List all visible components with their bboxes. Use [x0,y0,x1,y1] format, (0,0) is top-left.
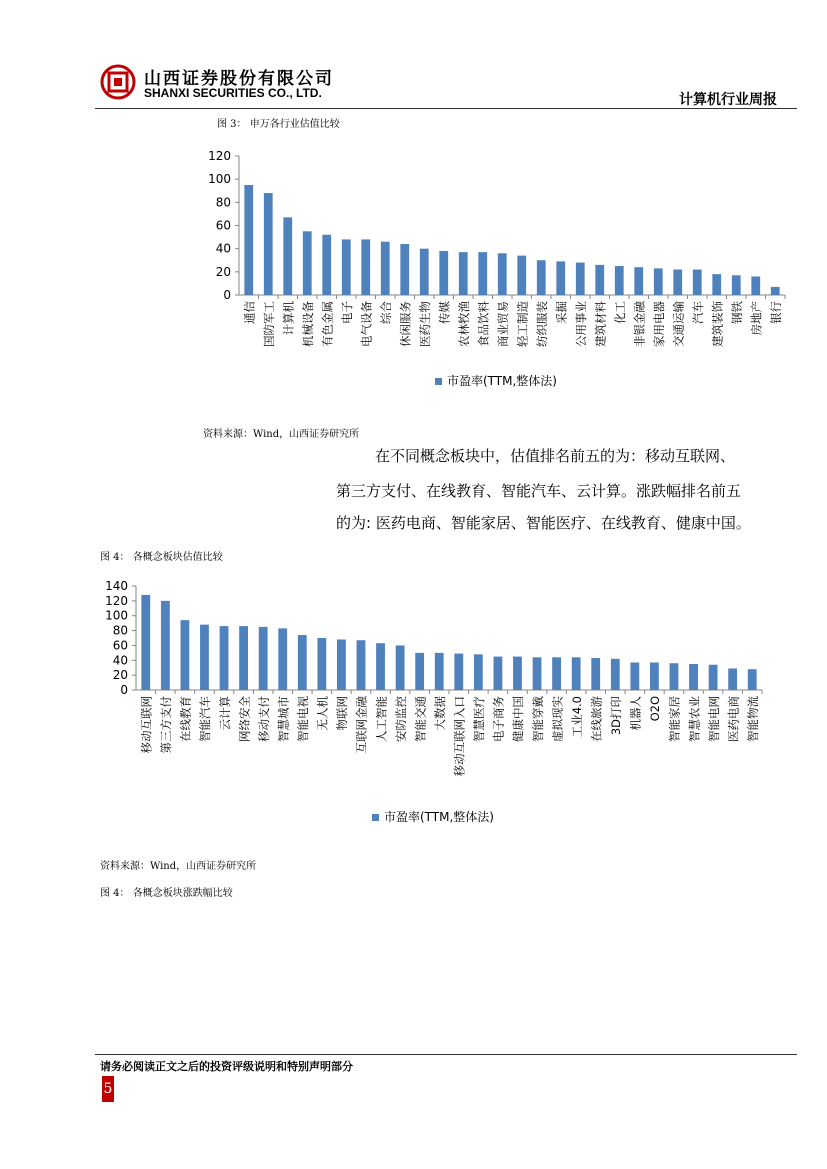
category-label: 房地产 [749,301,764,336]
concept-valuation-chart [100,578,780,833]
bar [259,627,268,690]
bar [630,663,639,690]
category-label: 综合 [379,301,393,324]
category-label: 云计算 [217,696,232,731]
bar [771,287,780,295]
bar [220,626,229,690]
y-tick-label: 40 [215,241,231,256]
bar [396,645,405,690]
bar [634,267,643,295]
footer-disclaimer: 请务必阅读正文之后的投资评级说明和特别声明部分 [100,1060,353,1073]
category-label: 公用事业 [574,301,588,347]
company-name-en: SHANXI SECURITIES CO., LTD. [144,86,322,100]
category-label: 无人机 [315,696,330,731]
y-tick-label: 0 [120,683,128,697]
bar [537,260,546,295]
category-label: 工业4.0 [569,696,584,738]
bar [689,664,698,690]
bar [670,663,679,690]
category-label: 计算机 [281,301,296,336]
bar [400,244,409,295]
bar [572,657,581,690]
category-label: 钢铁 [730,301,744,324]
category-label: 医药电商 [726,696,741,742]
bar [611,659,620,690]
figure-4-caption: 图 4： 各概念板块估值比较 [100,552,223,563]
bar [439,251,448,295]
category-label: 物联网 [335,696,350,731]
y-tick-label: 60 [112,638,128,653]
bar [513,657,522,690]
category-label: 大数据 [432,696,447,731]
category-label: 非银金融 [632,301,647,347]
category-label: 建筑装饰 [710,301,725,347]
category-label: 第三方支付 [159,696,174,754]
figure-5-caption: 图 4： 各概念板块涨跌幅比较 [100,888,233,899]
category-label: 汽车 [691,301,705,324]
category-label: 智慧医疗 [472,696,487,742]
y-tick-label: 100 [105,608,128,623]
bar [342,239,351,295]
category-label: 智能家居 [667,696,682,742]
y-tick-label: 100 [208,172,231,187]
bar [435,653,444,690]
category-label: 通信 [242,301,257,324]
legend-swatch [435,378,442,385]
bar [595,265,604,295]
bar [161,601,170,690]
category-label: 在线教育 [178,696,193,742]
bar [615,266,624,295]
category-label: 移动支付 [256,696,271,742]
y-tick-label: 0 [223,288,231,302]
y-tick-label: 80 [112,623,128,638]
bar [751,276,760,295]
y-tick-label: 120 [208,149,231,163]
bar [591,658,600,690]
y-tick-label: 80 [215,195,231,210]
bar [337,639,346,690]
bar [654,268,663,295]
category-label: 移动互联网入口 [452,696,467,777]
bar [552,657,561,690]
bar [278,628,287,690]
category-label: 智能电网 [706,696,721,742]
category-label: 智能交通 [413,696,428,742]
bar [283,217,292,295]
bar [732,275,741,295]
category-label: 商业贸易 [496,301,510,347]
category-label: 移动互联网 [139,696,154,754]
bar [298,635,307,690]
paragraph-line-3: 的为: 医药电商、智能家居、智能医疗、在线教育、健康中国。 [336,514,751,532]
category-label: 机械设备 [301,301,315,347]
paragraph-line-2: 第三方支付、在线教育、智能汽车、云计算。涨跌幅排名前五 [336,482,742,500]
bar [454,654,463,690]
figure-4-source: 资料来源：Wind，山西证券研究所 [100,861,257,872]
category-label: 人工智能 [374,696,389,742]
category-label: 纺织服装 [535,301,549,347]
category-label: 国防军工 [262,301,276,347]
footer-divider [95,1054,797,1055]
header-divider [95,108,797,109]
bar [494,657,503,690]
category-label: 互联网金融 [354,696,369,754]
bar [141,595,150,690]
category-label: 智慧城市 [276,696,291,742]
bar [244,185,253,295]
legend-label: 市盈率(TTM,整体法) [447,374,557,388]
category-label: 电气设备 [359,301,374,347]
category-label: 智能物流 [745,696,760,742]
bar [478,252,487,295]
bar [748,669,757,690]
category-label: 智能汽车 [198,696,213,742]
bar [712,274,721,295]
bar [415,653,424,690]
bar [693,270,702,295]
bar [361,239,370,295]
category-label: 医药生物 [418,301,432,347]
bar [264,193,273,295]
figure-3-caption: 图 3： 申万各行业估值比较 [217,119,340,130]
bar [517,256,526,295]
category-label: 传媒 [437,301,452,324]
y-tick-label: 40 [112,653,128,668]
category-label: 建筑材料 [593,301,608,347]
category-label: 轻工制造 [515,301,530,347]
legend-swatch [372,814,379,821]
category-label: 银行 [769,301,783,324]
category-label: 智能穿戴 [530,696,545,742]
category-label: 安防监控 [393,696,408,742]
bar [376,643,385,690]
category-label: 食品饮料 [476,301,491,347]
bar [459,252,468,295]
bar [420,249,429,295]
y-tick-label: 60 [215,218,231,233]
category-label: 电子 [340,301,354,324]
bar [474,654,483,690]
category-label: 健康中国 [511,696,526,742]
category-label: 电子商务 [491,696,506,742]
category-label: 采掘 [554,301,569,324]
category-label: 有色金属 [320,301,335,347]
company-logo-icon [100,64,136,100]
y-tick-label: 120 [105,593,128,608]
bar [181,620,190,690]
y-tick-label: 20 [112,668,128,683]
paragraph-line-1: 在不同概念板块中，估值排名前五的为：移动互联网、 [375,447,736,465]
bar [381,242,390,295]
bar [650,663,659,690]
y-tick-label: 20 [215,264,231,279]
bar [576,263,585,295]
bar [303,231,312,295]
figure-3-source: 资料来源：Wind，山西证券研究所 [203,429,360,440]
industry-valuation-chart [195,145,795,410]
bar [322,235,331,295]
category-label: 农林牧渔 [457,301,471,347]
y-tick-label: 140 [105,579,128,593]
bar [239,626,248,690]
category-label: 智慧农业 [687,696,702,742]
category-label: 机器人 [628,696,643,731]
category-label: 休闲服务 [398,301,413,347]
category-label: 智能电视 [296,696,311,742]
company-name-cn: 山西证券股份有限公司 [144,69,334,89]
report-type-title: 计算机行业周报 [679,92,777,108]
category-label: 化工 [613,301,627,324]
category-label: 3D打印 [609,696,624,736]
bar [556,261,565,295]
bar [498,253,507,295]
bar [673,270,682,295]
bar [317,638,326,690]
category-label: 家用电器 [652,301,666,347]
category-label: 在线旅游 [589,696,604,742]
page-number: 5 [102,1076,114,1102]
category-label: 交通运输 [671,301,686,347]
bar [709,665,718,690]
legend-label: 市盈率(TTM,整体法) [384,810,494,824]
bar [728,668,737,690]
category-label: 虚拟现实 [550,696,565,742]
bar [357,640,366,690]
bar [200,625,209,690]
bar [533,657,542,690]
category-label: 网络安全 [237,696,252,742]
category-label: O2O [648,696,663,722]
